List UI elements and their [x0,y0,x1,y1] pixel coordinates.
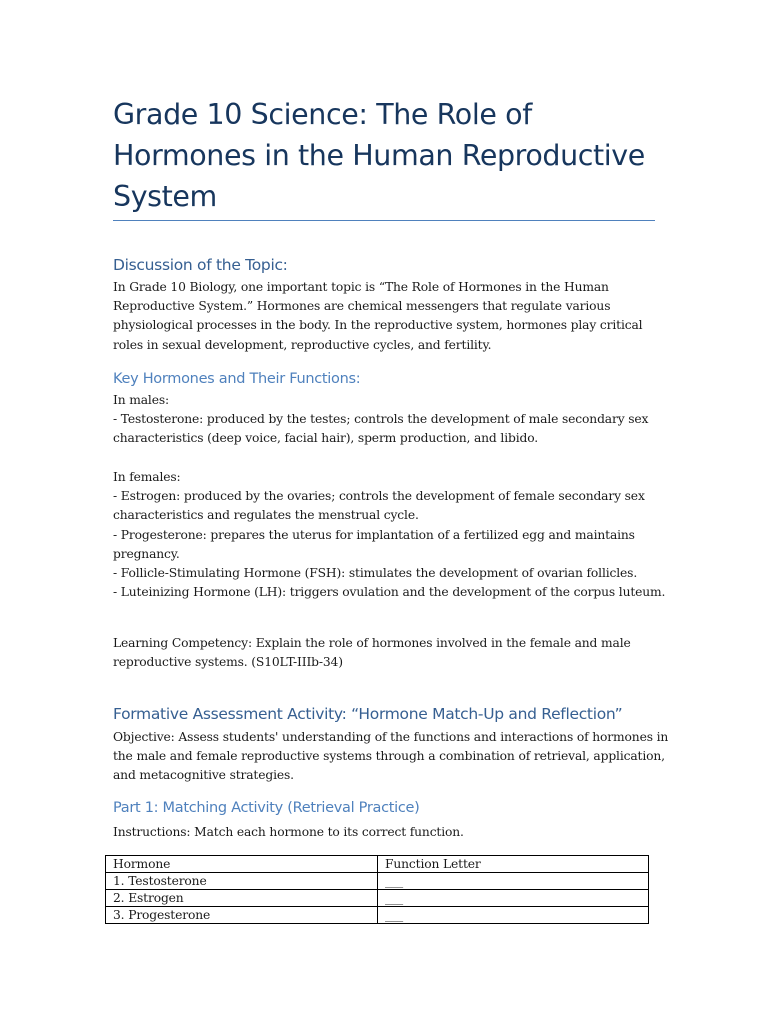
hormone-cell: 3. Progesterone [106,907,378,924]
text-line: - Luteinizing Hormone (LH): triggers ovulation and the development of the corpus luteum. [113,585,666,600]
text-line: reproductive systems. (S10LT-IIIb-34) [113,655,343,670]
text-line: Instructions: Match each hormone to its correct function. [113,825,464,839]
title-divider [113,220,655,221]
text-line: characteristics and regulates the menstrual cycle. [113,508,419,523]
text-line: Objective: Assess students' understanding of the functions and interactions of hormones in [113,730,669,744]
text-line: - Follicle-Stimulating Hormone (FSH): stimulates the development of ovarian follicles. [113,566,638,581]
learning-competency-paragraph [113,634,655,672]
hormone-cell: 1. Testosterone [106,873,378,890]
hormone-cell: 2. Estrogen [106,890,378,907]
table-row [106,890,649,907]
text-line: physiological processes in the body. In the reproductive system, hormones play critical [113,318,643,333]
females-paragraph [113,468,666,602]
part1-heading: Part 1: Matching Activity (Retrieval Practice) [113,800,420,816]
text-line: In Grade 10 Biology, one important topic is “The Role of Hormones in the Human [113,280,609,294]
text-line: - Estrogen: produced by the ovaries; controls the development of female secondary sex [113,489,645,504]
answer-blank[interactable]: ___ [378,890,649,907]
discussion-heading: Discussion of the Topic: [113,256,288,274]
table-row [106,873,649,890]
objective-paragraph [113,728,669,786]
document-title: Grade 10 Science: The Role of Hormones in the Human Reproductive System [113,98,645,213]
discussion-paragraph [113,278,655,355]
text-line: Reproductive System.” Hormones are chemical messengers that regulate various [113,299,611,314]
text-line: - Testosterone: produced by the testes; controls the development of male secondary sex [113,412,649,427]
matching-table [105,855,649,924]
text-line: Learning Competency: Explain the role of hormones involved in the female and male [113,636,631,650]
table-header-cell: Function Letter [378,856,649,873]
table-header-row [106,856,649,873]
answer-blank[interactable]: ___ [378,873,649,890]
text-line: In males: [113,393,169,407]
text-line: roles in sexual development, reproductive cycles, and fertility. [113,337,492,352]
text-line: - Progesterone: prepares the uterus for implantation of a fertilized egg and maintains [113,527,635,542]
key-hormones-heading: Key Hormones and Their Functions: [113,371,361,387]
answer-blank[interactable]: ___ [378,907,649,924]
males-paragraph [113,391,655,449]
formative-assessment-heading: Formative Assessment Activity: “Hormone Match-Up and Reflection” [113,705,623,723]
table-row [106,907,649,924]
text-line: the male and female reproductive systems through a combination of retrieval, application, [113,749,665,764]
part1-instructions [113,823,655,842]
text-line: and metacognitive strategies. [113,768,294,783]
table-header-cell: Hormone [106,856,378,873]
text-line: characteristics (deep voice, facial hair), sperm production, and libido. [113,431,539,446]
text-line: In females: [113,470,181,484]
text-line: pregnancy. [113,546,180,561]
